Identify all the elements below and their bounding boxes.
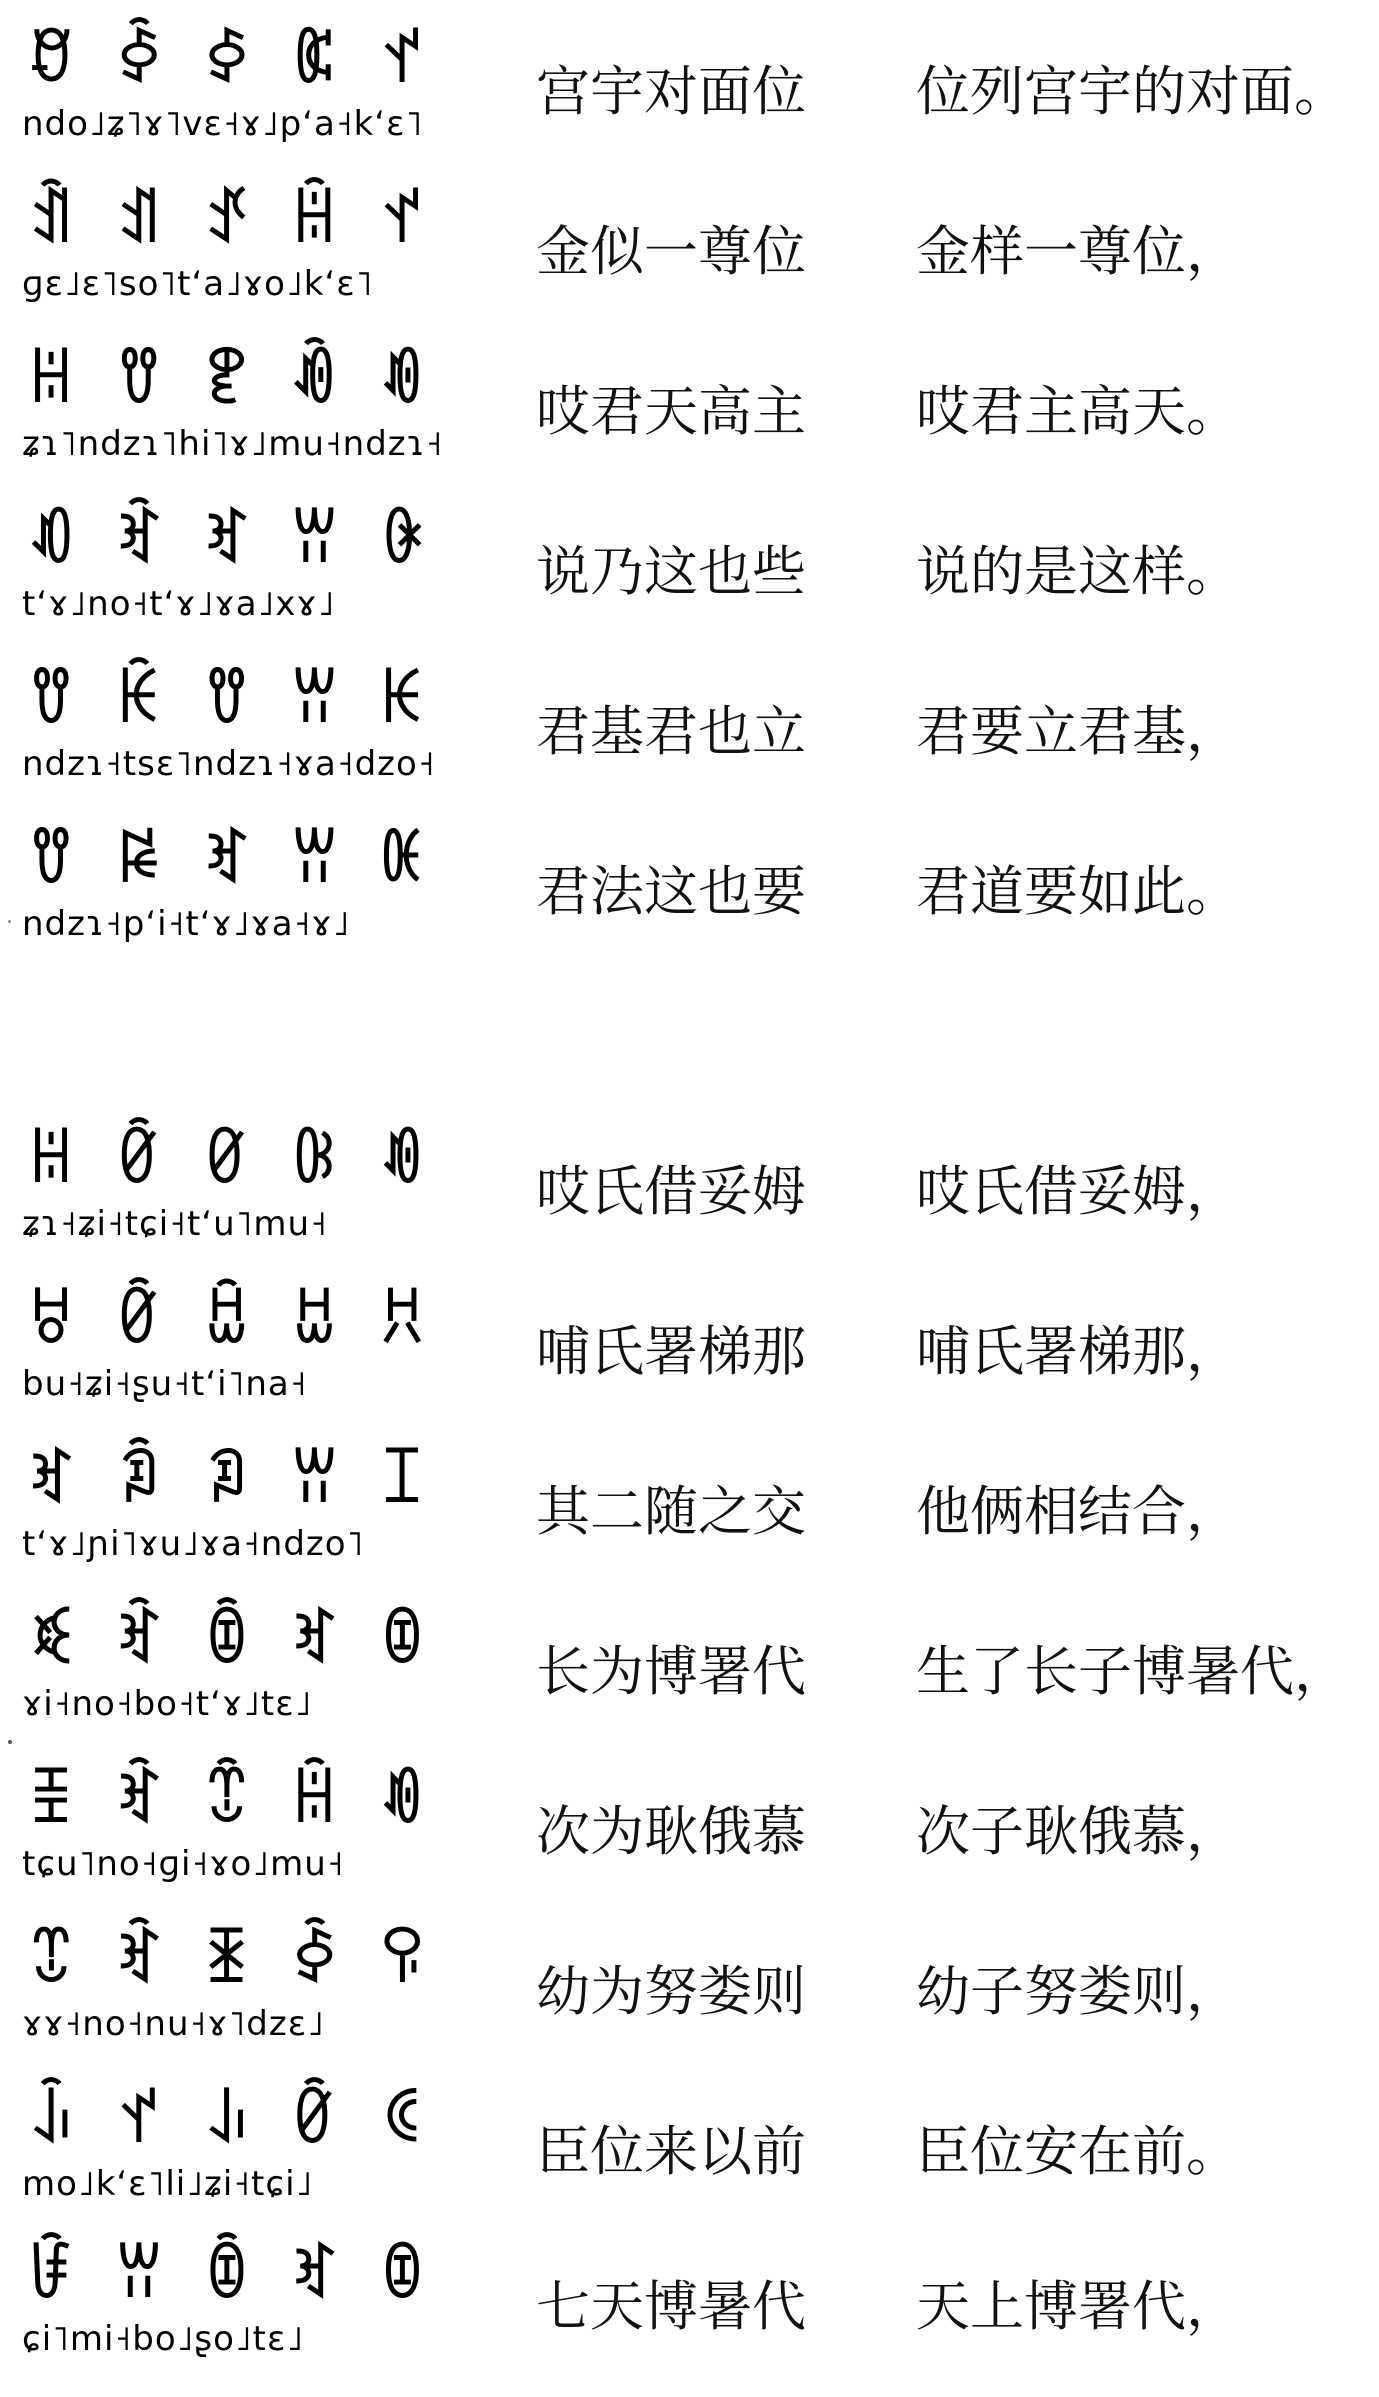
free-translation: 君要立君基， (916, 700, 1240, 763)
verse-row (0, 820, 1379, 980)
verse-row (0, 2235, 1379, 2395)
literal-translation: 七天博暑代 (536, 2275, 806, 2338)
free-translation: 次子耿俄慕， (916, 1800, 1240, 1863)
verse-row (0, 1920, 1379, 2080)
free-translation: 生了长子博暑代， (916, 1640, 1348, 1703)
yi-script-line: ꀍ ꀛ ꀜ ꀝ ꀑ (28, 1126, 436, 1196)
literal-translation: 说乃这也些 (536, 540, 806, 603)
phonetic-line: ndzɿ˧tsɛ˥ndzɿ˧ɤa˧dzo˧ (22, 744, 436, 784)
verse-row (0, 660, 1379, 820)
free-translation: 哎氏借妥姆， (916, 1160, 1240, 1223)
phonetic-line: tʻɤ˩no˧tʻɤ˩ɤa˩xɤ˩ (22, 584, 336, 624)
literal-translation: 次为耿俄慕 (536, 1800, 806, 1863)
yi-script-line: ꀄ ꀅ ꀆ ꀇ ꀈ (28, 26, 436, 96)
yi-script-line: ꀎ ꀗ ꀎ ꀕ ꀘ (28, 666, 436, 736)
verse-row (0, 1280, 1379, 1440)
phonetic-line: ɕi˥mi˧bo˩ʂo˩tɛ˩ (22, 2319, 305, 2359)
yi-script-line: ꀍ ꀎ ꀏ ꀐ ꀑ (28, 346, 436, 416)
free-translation: 哎君主高天。 (916, 380, 1240, 443)
phonetic-line: ɤɤ˧no˧nu˧ɤ˥dzɛ˩ (22, 2004, 325, 2044)
literal-translation: 哺氏署梯那 (536, 1320, 806, 1383)
yi-script-line: ꀪ ꀓ ꀫ ꀅ ꀬ (28, 1926, 436, 1996)
yi-script-line: ꀭ ꀈ ꀮ ꀛ ꀯ (28, 2086, 436, 2156)
free-translation: 臣位安在前。 (916, 2120, 1240, 2183)
literal-translation: 金似一尊位 (536, 220, 806, 283)
literal-translation: 宫宇对面位 (536, 60, 806, 123)
phonetic-line: ɡɛ˩ɛ˥so˥tʻa˩ɤo˩kʻɛ˥ (22, 264, 374, 304)
yi-script-line: ꀉ ꀊ ꀋ ꀌ ꀈ (28, 186, 436, 256)
literal-translation: 哎君天高主 (536, 380, 806, 443)
phonetic-line: tɕu˥no˧ɡi˧ɤo˩mu˧ (22, 1844, 345, 1884)
verse-row (0, 1760, 1379, 1920)
literal-translation: 其二随之交 (536, 1480, 806, 1543)
yi-script-line: ꀥ ꀓ ꀦ ꀔ ꀧ (28, 1606, 436, 1676)
yi-script-line: ꀎ ꀙ ꀔ ꀕ ꀚ (28, 826, 436, 896)
phonetic-line: bu˧ʑi˧ʂu˧tʻi˥na˧ (22, 1364, 308, 1404)
free-translation: 天上博署代， (916, 2275, 1240, 2338)
verse-row (0, 1120, 1379, 1280)
scan-speck (8, 1740, 12, 1744)
literal-translation: 幼为努娄则 (536, 1960, 806, 2023)
yi-script-line: ꀒ ꀓ ꀔ ꀕ ꀖ (28, 506, 436, 576)
literal-translation: 哎氏借妥姆 (536, 1160, 806, 1223)
literal-translation: 臣位来以前 (536, 2120, 806, 2183)
yi-script-line: ꀔ ꀢ ꀣ ꀕ ꀤ (28, 1446, 436, 1516)
phonetic-line: ndo˩ʑ˥ɤ˥vɛ˧ɤ˩pʻa˧kʻɛ˥ (22, 104, 424, 144)
phonetic-line: mo˩kʻɛ˥li˩ʑi˧tɕi˩ (22, 2164, 314, 2204)
phonetic-line: ʑɿ˧ʑi˧tɕi˧tʻu˥mu˧ (22, 1204, 328, 1244)
verse-row (0, 340, 1379, 500)
literal-translation: 君基君也立 (536, 700, 806, 763)
verse-row (0, 1440, 1379, 1600)
phonetic-line: ndzɿ˧pʻi˧tʻɤ˩ɤa˧ɤ˩ (22, 904, 351, 944)
free-translation: 他俩相结合， (916, 1480, 1240, 1543)
verse-row (0, 180, 1379, 340)
verse-row (0, 500, 1379, 660)
free-translation: 位列宫宇的对面。 (916, 60, 1348, 123)
free-translation: 说的是这样。 (916, 540, 1240, 603)
scan-speck (8, 920, 11, 923)
phonetic-line: tʻɤ˩ɲi˥ɤu˩ɤa˧ndzo˥ (22, 1524, 365, 1564)
free-translation: 金样一尊位， (916, 220, 1240, 283)
literal-translation: 长为博署代 (536, 1640, 806, 1703)
yi-script-line: ꀞ ꀛ ꀟ ꀠ ꀡ (28, 1286, 436, 1356)
verse-row (0, 20, 1379, 180)
yi-script-line: ꀰ ꀕ ꀦ ꀔ ꀧ (28, 2241, 436, 2311)
verse-row (0, 1600, 1379, 1760)
verse-row (0, 2080, 1379, 2240)
free-translation: 幼子努娄则， (916, 1960, 1240, 2023)
free-translation: 君道要如此。 (916, 860, 1240, 923)
phonetic-line: ɤi˧no˧bo˧tʻɤ˩tɛ˩ (22, 1684, 313, 1724)
literal-translation: 君法这也要 (536, 860, 806, 923)
free-translation: 哺氏署梯那， (916, 1320, 1240, 1383)
phonetic-line: ʑɿ˥ndzɿ˥hi˥ɤ˩mu˧ndzɿ˧ (22, 424, 444, 464)
yi-script-line: ꀨ ꀓ ꀩ ꀌ ꀑ (28, 1766, 436, 1836)
